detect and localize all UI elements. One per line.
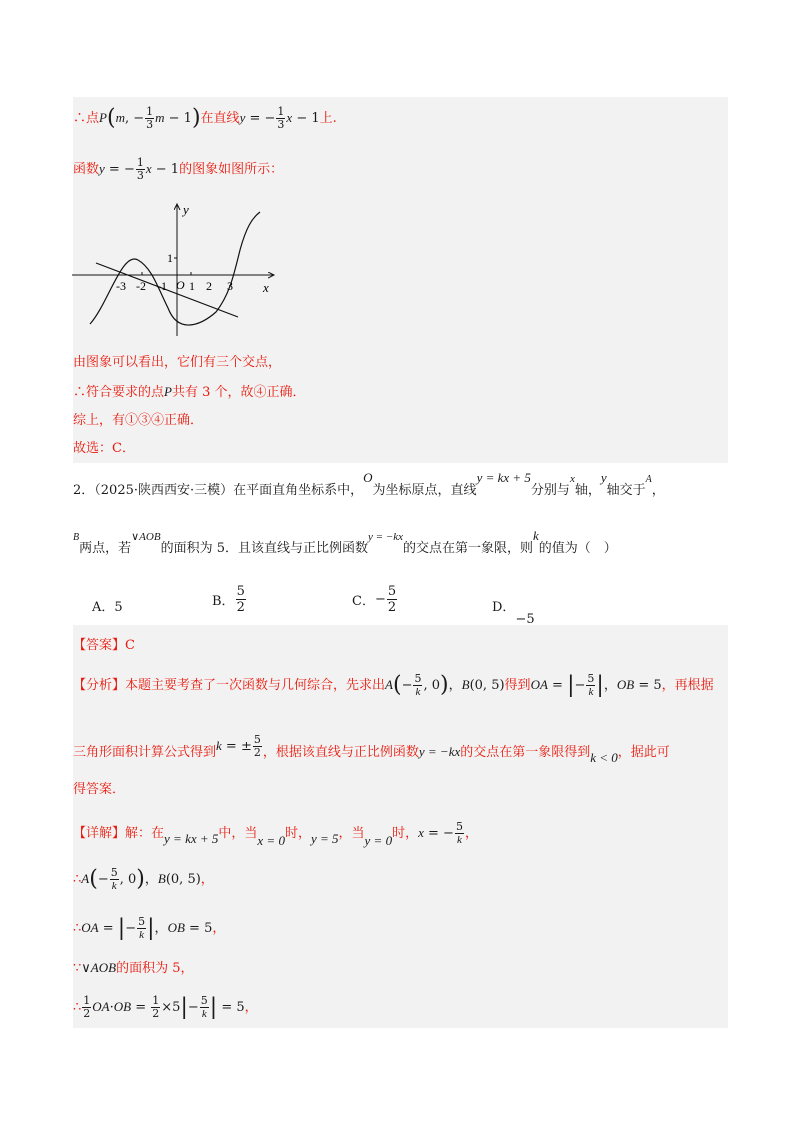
analysis-line-1: 【分析】本题主要考查了一次函数与几何综合，先求出A(− $\frac{5}{k}$ , 0)，B(0, 5)得到OA = |− $\frac{5}{k}$ |，OB = 5，再根据: [73, 672, 714, 698]
detail-line-2: ∴A(− $\frac{5}{k}$ , 0)，B(0, 5)，: [73, 866, 214, 892]
option-d[interactable]: D．−5: [492, 600, 535, 627]
solution-line-6: 故选：C．: [73, 441, 135, 456]
tick-2: 2: [206, 279, 212, 293]
tick-1: 1: [189, 279, 195, 293]
x-axis-label: x: [263, 280, 269, 295]
cubic-curve: [90, 212, 260, 325]
tick-neg2: -2: [136, 279, 146, 293]
solution-line-2: 函数y = − $\frac{1}{3}$ x − 1的图象如图所示：: [73, 156, 284, 182]
option-b[interactable]: B． $\frac{5}{2}$: [212, 584, 245, 615]
answer-label: 【答案】C: [73, 638, 135, 653]
solution-line-1: ∴点P(m, − $\frac{1}{3}$ m − 1)在直线y = − $\frac{1}{3}$ x − 1上.: [73, 105, 337, 131]
y-axis-label: y: [183, 202, 189, 217]
solution-line-5: 综上，有①③④正确．: [73, 413, 204, 428]
detail-line-4: ∵∨AOB的面积为 5，: [73, 960, 194, 976]
solution-line-4: ∴符合要求的点P共有 3 个，故④正确．: [73, 384, 306, 400]
tick-3: 3: [227, 279, 233, 293]
detail-line-5: ∴ $\frac{1}{2}$ OA·OB = $\frac{1}{2}$ ×5|− $\frac{5}{k}$ | = 5，: [73, 994, 258, 1020]
option-a[interactable]: A．5: [92, 600, 123, 615]
function-graph: [70, 196, 280, 341]
option-c[interactable]: C．− $\frac{5}{2}$: [352, 584, 397, 615]
analysis-line-3: 得答案．: [73, 782, 126, 797]
solution-line-3: 由图象可以看出，它们有三个交点，: [73, 355, 282, 370]
question-2-line-1: 2．（2025·陕西西安·三模）在平面直角坐标系中，O为坐标原点，直线y = kx + 5分别与$^x$轴，y轴交于$^A$，: [73, 470, 665, 498]
question-2-line-2: $^B$两点，若$^{\vee AOB}$的面积为 5．且该直线与正比例函数$^{y = -kx}$的交点在第一象限，则k的值为（ ）: [73, 528, 617, 556]
analysis-line-2: 三角形面积计算公式得到k = ± $\frac{5}{2}$ ，根据该直线与正比例函数y = −kx的交点在第一象限得到k < 0，据此可: [73, 733, 670, 765]
y-tick-one: 1: [167, 251, 173, 265]
origin-label: O: [176, 278, 185, 292]
detail-line-3: ∴OA = |− $\frac{5}{k}$ |，OB = 5，: [73, 915, 226, 941]
tick-neg1: -1: [157, 279, 167, 293]
tick-neg3: -3: [116, 279, 126, 293]
detail-line-1: 【详解】解：在y = kx + 5中，当x = 0时，y = 5，当y = 0时，x = − $\frac{5}{k}$ ，: [73, 820, 478, 848]
